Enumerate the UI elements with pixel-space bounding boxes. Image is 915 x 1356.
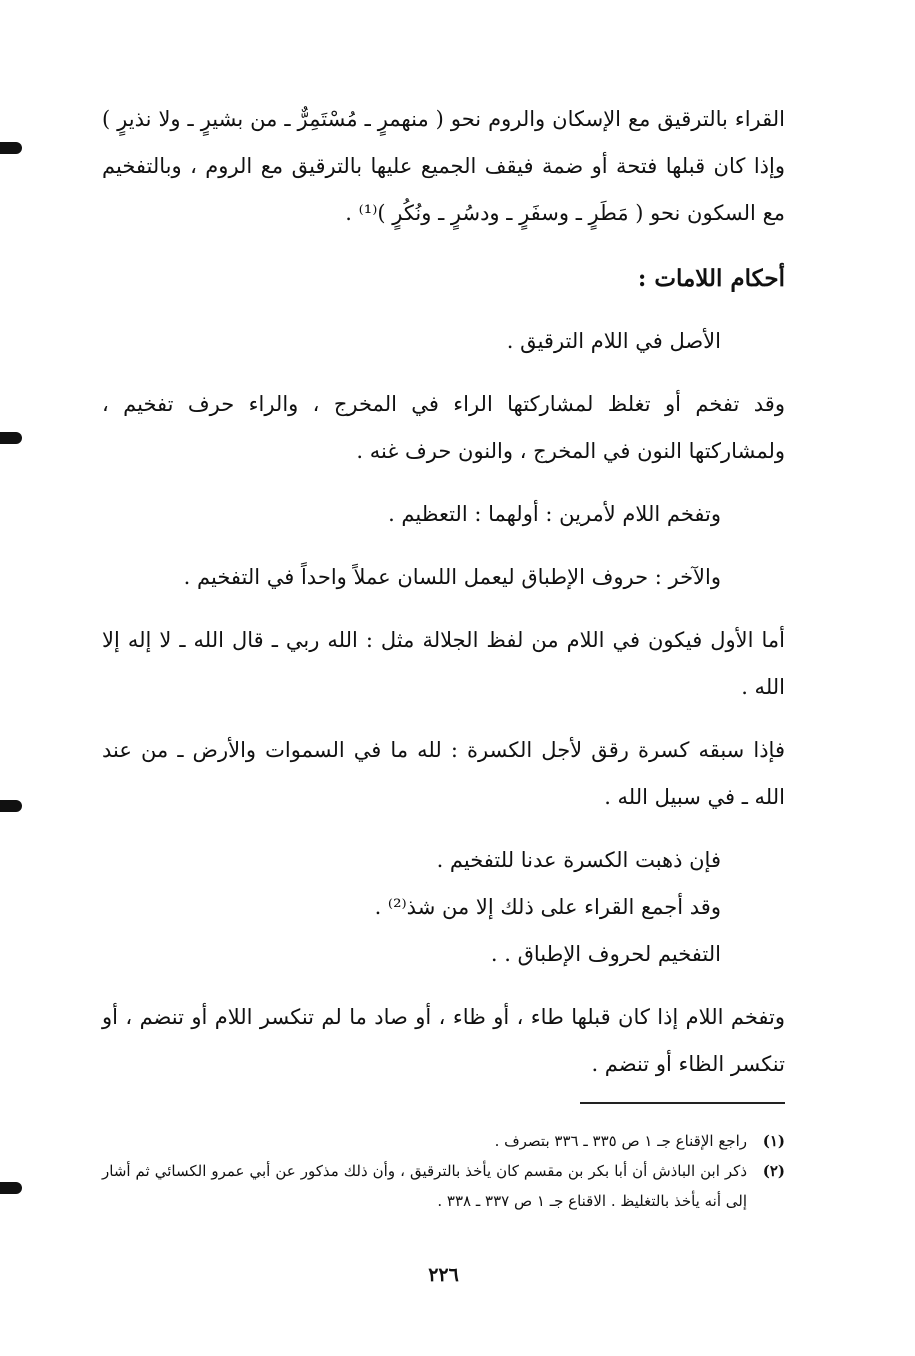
binding-mark-1 bbox=[0, 142, 22, 154]
paragraph-consensus: وقد أجمع القراء على ذلك إلا من شذ⁽²⁾ . bbox=[374, 895, 721, 919]
binding-mark-3 bbox=[0, 800, 22, 812]
footnote-text: راجع الإقناع جـ ١ ص ٣٣٥ ـ ٣٣٦ بتصرف . bbox=[494, 1132, 747, 1150]
binding-mark-2 bbox=[0, 432, 22, 444]
paragraph-first-case: أما الأول فيكون في اللام من لفظ الجلالة مثل : الله ربي ـ قال الله ـ لا إله إلا الله . bbox=[102, 628, 785, 699]
paragraph-two-reasons: وتفخم اللام لأمرين : أولهما : التعظيم . bbox=[388, 502, 721, 526]
page-number: ٢٢٦ bbox=[428, 1264, 459, 1286]
paragraph-continuation: القراء بالترقيق مع الإسكان والروم نحو ( منهمرٍ ـ مُسْتَمِرٌّ ـ من بشيرٍ ـ ولا نذيرٍ ) وإذا كان قبلها فتحة أو ضمة فيقف الجميع عليها بالترقيق مع الروم ، وبالتفخيم مع السكون نحو ( مَطَرٍ ـ وسفَرٍ ـ ودسُرٍ ـ ونُكُرٍ )⁽¹⁾ . bbox=[102, 107, 785, 225]
paragraph-second-reason: والآخر : حروف الإطباق ليعمل اللسان عملاً واحداً في التفخيم . bbox=[183, 565, 721, 589]
footnote-number: (١) bbox=[762, 1132, 785, 1150]
footnote-number: (٢) bbox=[762, 1162, 785, 1180]
paragraph-reason: وقد تفخم أو تغلظ لمشاركتها الراء في المخرج ، والراء حرف تفخيم ، ولمشاركتها النون في المخرج ، والنون حرف غنه . bbox=[102, 392, 785, 463]
paragraph-principle: الأصل في اللام الترقيق . bbox=[506, 329, 721, 353]
footnote-divider bbox=[580, 1102, 785, 1104]
section-heading: أحكام اللامات : bbox=[637, 265, 785, 292]
paragraph-itbaq: التفخيم لحروف الإطباق . . bbox=[490, 942, 721, 966]
paragraph-kasra-gone: فإن ذهبت الكسرة عدنا للتفخيم . bbox=[436, 848, 721, 872]
footnote-item bbox=[102, 1156, 785, 1216]
paragraph-itbaq-rule: وتفخم اللام إذا كان قبلها طاء ، أو ظاء ، أو صاد ما لم تنكسر اللام أو تنضم ، أو تنكسر الظاء أو تنضم . bbox=[102, 1005, 785, 1076]
footnote-text: ذكر ابن الباذش أن أبا بكر بن مقسم كان يأخذ بالترقيق ، وأن ذلك مذكور عن أبي عمرو الكسائي ثم أشار إلى أنه يأخذ بالتغليظ . الاقناع جـ ١ ص ٣٣٧ ـ ٣٣٨ . bbox=[102, 1162, 747, 1210]
page-body bbox=[102, 96, 785, 1356]
binding-mark-4 bbox=[0, 1182, 22, 1194]
paragraph-kasra: فإذا سبقه كسرة رقق لأجل الكسرة : لله ما في السموات والأرض ـ من عند الله ـ في سبيل الله . bbox=[102, 738, 785, 809]
footnotes bbox=[102, 1126, 785, 1216]
footnote-item bbox=[102, 1126, 785, 1156]
